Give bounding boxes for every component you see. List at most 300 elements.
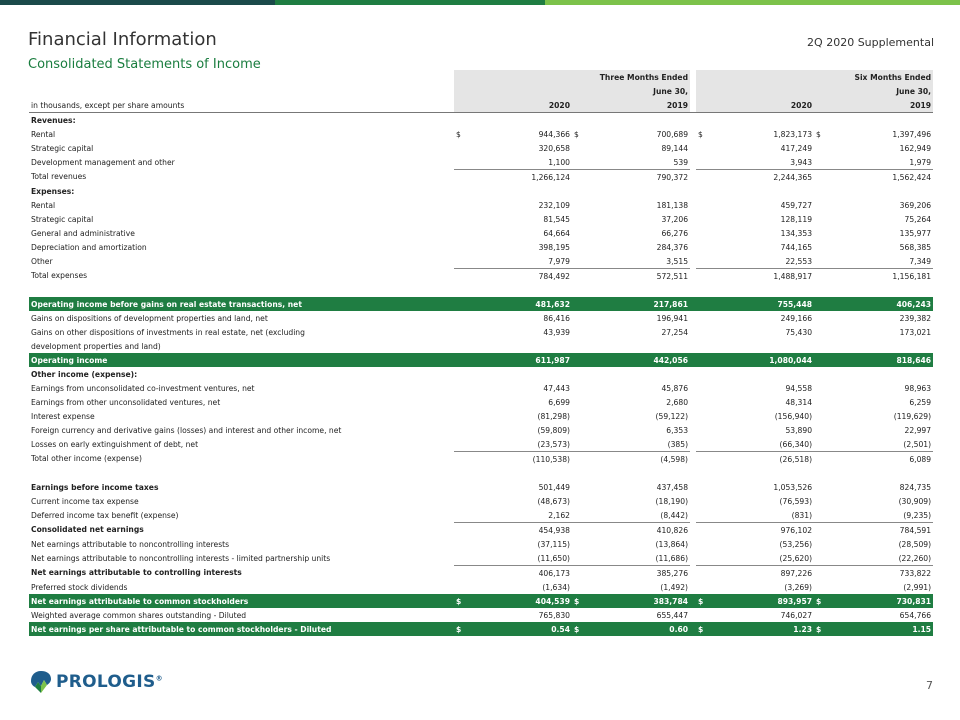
currency-symbol (454, 240, 472, 254)
currency-symbol (572, 566, 590, 581)
table-cell-value: 784,591 (832, 523, 933, 538)
row-label: Development management and other (31, 157, 175, 167)
currency-symbol (454, 381, 472, 395)
table-cell-value: 239,382 (899, 313, 932, 323)
table-cell-value: 6,699 (548, 397, 570, 407)
currency-symbol (696, 437, 714, 452)
table-cell-value: 22,553 (785, 256, 813, 266)
table-cell-value: 173,021 (899, 327, 932, 337)
table-cell-value: (385) (667, 439, 689, 449)
currency-symbol (696, 170, 714, 185)
currency-symbol (572, 466, 590, 480)
currency-symbol (814, 141, 832, 155)
year-header: 2019 (590, 98, 690, 113)
currency-symbol (814, 466, 832, 480)
currency-symbol (814, 395, 832, 409)
currency-symbol (454, 480, 472, 494)
table-cell-value: 611,987 (472, 353, 572, 367)
table-row (29, 395, 933, 409)
currency-symbol (454, 226, 472, 240)
bar-segment-dark (0, 0, 275, 5)
currency-symbol (696, 269, 714, 284)
table-cell-value: 66,276 (661, 228, 689, 238)
table-cell-value: (4,598) (590, 452, 690, 467)
table-cell-value: 64,664 (543, 228, 570, 238)
currency-symbol (696, 381, 714, 395)
currency-symbol (572, 381, 590, 395)
currency-symbol (814, 452, 832, 467)
group-subheader-three-months: June 30, (454, 84, 690, 98)
row-label: Operating income (29, 353, 454, 367)
currency-symbol (814, 184, 832, 198)
table-cell-value: 89,144 (661, 143, 689, 153)
table-cell-value: (59,122) (655, 411, 689, 421)
table-cell-value: (25,620) (779, 553, 813, 563)
row-label: Other (31, 256, 53, 266)
currency-symbol (454, 297, 472, 311)
table-row (29, 381, 933, 395)
table-cell-value (832, 339, 933, 353)
currency-symbol (572, 437, 590, 452)
row-label: Strategic capital (31, 214, 94, 224)
header-row-years (29, 98, 933, 113)
currency-symbol (454, 212, 472, 226)
currency-symbol (696, 508, 714, 523)
table-cell-value: 217,861 (590, 297, 690, 311)
table-cell-value: (11,650) (537, 553, 570, 563)
table-cell-value: 1.23 (714, 622, 814, 636)
table-cell-value (590, 339, 690, 353)
currency-symbol (814, 297, 832, 311)
row-label: Depreciation and amortization (31, 242, 147, 252)
currency-symbol (814, 367, 832, 381)
currency-symbol (572, 480, 590, 494)
row-label: Operating income before gains on real estate transactions, net (29, 297, 454, 311)
table-cell-value: 3,943 (790, 157, 813, 167)
currency-symbol (572, 113, 590, 128)
table-cell-value: 1,156,181 (832, 269, 933, 284)
group-header-six-months: Six Months Ended (696, 70, 933, 84)
table-row (29, 466, 933, 480)
table-cell-value: 385,276 (590, 566, 690, 581)
currency-symbol (454, 325, 472, 339)
table-cell-value: (28,509) (898, 539, 932, 549)
table-cell-value: 3,515 (666, 256, 689, 266)
currency-symbol (814, 311, 832, 325)
table-row (29, 566, 933, 581)
currency-symbol (814, 494, 832, 508)
prologis-logo (30, 670, 163, 694)
table-cell-value: 135,977 (899, 228, 932, 238)
currency-symbol (814, 353, 832, 367)
table-cell-value: 655,447 (656, 610, 689, 620)
currency-symbol: $ (454, 622, 472, 636)
table-row (29, 523, 933, 538)
row-label: Gains on dispositions of development properties and land, net (31, 313, 268, 323)
table-cell-value: 369,206 (899, 200, 932, 210)
table-cell-value: (30,909) (898, 496, 932, 506)
table-cell-value: (156,940) (774, 411, 813, 421)
table-cell-value: 818,646 (832, 353, 933, 367)
table-cell-value: 784,492 (472, 269, 572, 284)
table-cell-value (472, 339, 572, 353)
table-cell-value: (2,991) (903, 582, 932, 592)
table-cell-value (832, 184, 933, 198)
table-cell-value: 501,449 (538, 482, 570, 492)
year-header: 2019 (832, 98, 933, 113)
row-label: Preferred stock dividends (31, 582, 128, 592)
row-label: development properties and land) (31, 341, 161, 351)
table-cell-value: 730,831 (832, 594, 933, 608)
table-cell-value: (1,634) (542, 582, 570, 592)
table-cell-value: 755,448 (714, 297, 814, 311)
currency-symbol (696, 184, 714, 198)
currency-symbol (454, 184, 472, 198)
currency-symbol (572, 240, 590, 254)
currency-symbol (454, 437, 472, 452)
currency-symbol (572, 254, 590, 269)
currency-symbol: $ (454, 594, 472, 608)
currency-symbol (454, 367, 472, 381)
table-cell-value: 7,349 (909, 256, 932, 266)
currency-symbol (696, 452, 714, 467)
currency-symbol (454, 508, 472, 523)
row-label: Weighted average common shares outstanding - Diluted (31, 610, 247, 620)
row-label: Foreign currency and derivative gains (losses) and interest and other income, net (31, 425, 342, 435)
row-label: Deferred income tax benefit (expense) (31, 510, 179, 520)
table-cell-value: 37,206 (661, 214, 689, 224)
row-label: Rental (31, 129, 56, 139)
row-label: Expenses: (31, 186, 75, 196)
currency-symbol (572, 155, 590, 170)
currency-symbol (572, 452, 590, 467)
table-cell-value (590, 184, 690, 198)
top-color-bar (0, 0, 960, 5)
currency-symbol (454, 537, 472, 551)
currency-symbol (454, 283, 472, 297)
currency-symbol (696, 551, 714, 566)
table-row (29, 508, 933, 523)
table-cell-value (472, 466, 572, 480)
row-label: Total expenses (31, 271, 88, 281)
table-cell-value (472, 367, 572, 381)
table-cell-value: 181,138 (656, 200, 689, 210)
table-cell-value: 790,372 (590, 170, 690, 185)
currency-symbol: $ (696, 622, 714, 636)
currency-symbol (814, 240, 832, 254)
currency-symbol (696, 566, 714, 581)
currency-symbol (572, 184, 590, 198)
table-row (29, 325, 933, 339)
currency-symbol (572, 283, 590, 297)
table-cell-value: 568,385 (899, 242, 932, 252)
table-cell-value: 454,938 (472, 523, 572, 538)
table-row (29, 353, 933, 367)
table-cell-value: 48,314 (785, 397, 813, 407)
table-cell-value: 1,397,496 (892, 129, 932, 139)
table-cell-value (472, 113, 572, 128)
logo-wordmark: PROLOGIS® (56, 672, 163, 692)
table-cell-value: 284,376 (656, 242, 689, 252)
table-row (29, 113, 933, 128)
table-cell-value: 0.54 (472, 622, 572, 636)
table-cell-value: 2,162 (548, 510, 570, 520)
currency-symbol (696, 141, 714, 155)
table-row (29, 283, 933, 297)
table-cell-value: 442,056 (590, 353, 690, 367)
table-cell-value: 1,053,526 (773, 482, 813, 492)
table-row (29, 254, 933, 269)
table-cell-value: (2,501) (903, 439, 932, 449)
page-title: Financial Information (28, 29, 217, 50)
table-cell-value: 128,119 (780, 214, 813, 224)
table-cell-value: 1,266,124 (472, 170, 572, 185)
table-row (29, 198, 933, 212)
row-label: Rental (31, 200, 56, 210)
currency-symbol (454, 423, 472, 437)
table-cell-value: (48,673) (537, 496, 570, 506)
table-cell-value: 45,876 (661, 383, 689, 393)
currency-symbol (572, 325, 590, 339)
table-cell-value (590, 113, 690, 128)
currency-symbol (572, 580, 590, 594)
currency-symbol: $ (572, 622, 590, 636)
currency-symbol (572, 212, 590, 226)
row-label: Other income (expense): (31, 369, 138, 379)
currency-symbol: $ (574, 129, 579, 139)
row-label: Total other income (expense) (31, 454, 142, 464)
table-row (29, 155, 933, 170)
table-cell-value: 824,735 (899, 482, 932, 492)
currency-symbol (696, 240, 714, 254)
table-cell-value: 27,254 (661, 327, 689, 337)
table-cell-value: 53,890 (785, 425, 813, 435)
table-row (29, 409, 933, 423)
row-label: Current income tax expense (31, 496, 139, 506)
table-cell-value: 481,632 (472, 297, 572, 311)
row-label: General and administrative (31, 228, 135, 238)
currency-symbol (696, 339, 714, 353)
table-row (29, 580, 933, 594)
table-cell-value: 196,941 (656, 313, 689, 323)
currency-symbol (572, 198, 590, 212)
table-row (29, 240, 933, 254)
table-cell-value: (23,573) (537, 439, 570, 449)
table-row (29, 437, 933, 452)
table-row (29, 537, 933, 551)
table-cell-value: (1,492) (660, 582, 689, 592)
currency-symbol (696, 325, 714, 339)
currency-symbol (696, 423, 714, 437)
row-label: Strategic capital (31, 143, 94, 153)
table-cell-value: 746,027 (780, 610, 813, 620)
currency-symbol (572, 608, 590, 622)
table-cell-value: (59,809) (537, 425, 570, 435)
supplemental-label: 2Q 2020 Supplemental (807, 36, 934, 49)
currency-symbol (814, 226, 832, 240)
prologis-mark-icon (30, 670, 52, 694)
currency-symbol (572, 269, 590, 284)
table-cell-value: 43,939 (543, 327, 570, 337)
table-cell-value: 897,226 (714, 566, 814, 581)
row-label: Net earnings attributable to common stockholders (29, 594, 454, 608)
table-cell-value: 6,353 (666, 425, 689, 435)
currency-symbol (572, 141, 590, 155)
group-subheader-six-months: June 30, (696, 84, 933, 98)
table-cell-value (714, 466, 814, 480)
currency-symbol (572, 339, 590, 353)
table-cell-value: 22,997 (904, 425, 932, 435)
currency-symbol (454, 155, 472, 170)
currency-symbol (454, 353, 472, 367)
table-cell-value: 81,545 (543, 214, 570, 224)
table-cell-value: 75,430 (785, 327, 813, 337)
currency-symbol (696, 155, 714, 170)
table-row (29, 339, 933, 353)
table-cell-value: 944,366 (538, 129, 570, 139)
table-cell-value (472, 184, 572, 198)
row-label: Net earnings attributable to noncontrolling interests - limited partnership units (31, 553, 331, 563)
currency-symbol (814, 423, 832, 437)
table-cell-value: 2,680 (666, 397, 689, 407)
currency-symbol (814, 325, 832, 339)
row-label: Losses on early extinguishment of debt, net (31, 439, 199, 449)
currency-symbol (814, 580, 832, 594)
table-cell-value (832, 113, 933, 128)
currency-symbol: $ (814, 622, 832, 636)
bar-segment-light-green (545, 0, 960, 5)
currency-symbol (814, 437, 832, 452)
table-row (29, 212, 933, 226)
table-row (29, 269, 933, 284)
header-row-subgroups (29, 84, 933, 98)
currency-symbol (572, 353, 590, 367)
currency-symbol (454, 452, 472, 467)
row-label (29, 283, 454, 297)
page-subtitle: Consolidated Statements of Income (28, 57, 261, 72)
currency-symbol (572, 170, 590, 185)
table-cell-value: (53,256) (779, 539, 813, 549)
table-cell-value: 1,488,917 (714, 269, 814, 284)
table-cell-value: 404,539 (472, 594, 572, 608)
table-cell-value: 539 (673, 157, 689, 167)
currency-symbol (572, 523, 590, 538)
currency-symbol (696, 311, 714, 325)
currency-symbol (814, 339, 832, 353)
table-row (29, 423, 933, 437)
currency-symbol (454, 551, 472, 566)
table-cell-value: (37,115) (537, 539, 570, 549)
currency-symbol (696, 297, 714, 311)
table-cell-value (472, 283, 572, 297)
table-cell-value: (119,629) (893, 411, 932, 421)
currency-symbol (454, 494, 472, 508)
currency-symbol (454, 311, 472, 325)
currency-symbol (814, 269, 832, 284)
currency-symbol (572, 423, 590, 437)
table-row (29, 226, 933, 240)
table-cell-value: (110,538) (472, 452, 572, 467)
table-cell-value: (9,235) (903, 510, 932, 520)
table-cell-value: 0.60 (590, 622, 690, 636)
year-header: 2020 (472, 98, 572, 113)
table-cell-value (714, 283, 814, 297)
table-cell-value (832, 283, 933, 297)
currency-symbol (454, 339, 472, 353)
currency-symbol (454, 269, 472, 284)
row-label: Net earnings per share attributable to common stockholders - Diluted (29, 622, 454, 636)
table-row (29, 494, 933, 508)
table-cell-value: (22,260) (898, 553, 932, 563)
table-cell-value: (3,269) (784, 582, 813, 592)
table-row (29, 170, 933, 185)
table-row (29, 184, 933, 198)
currency-symbol (572, 494, 590, 508)
currency-symbol (572, 409, 590, 423)
table-cell-value: (13,864) (655, 539, 689, 549)
currency-symbol (572, 395, 590, 409)
row-label: Earnings from unconsolidated co-investment ventures, net (31, 383, 255, 393)
table-cell-value: (76,593) (779, 496, 813, 506)
currency-symbol (814, 198, 832, 212)
table-cell-value: 162,949 (899, 143, 932, 153)
table-row (29, 594, 933, 608)
currency-symbol (814, 523, 832, 538)
table-cell-value: 410,826 (590, 523, 690, 538)
currency-symbol (454, 409, 472, 423)
currency-symbol (696, 580, 714, 594)
currency-symbol (696, 523, 714, 538)
table-cell-value: 75,264 (904, 214, 932, 224)
income-statement-table (29, 70, 933, 636)
table-cell-value: 320,658 (538, 143, 570, 153)
row-label: Gains on other dispositions of investments in real estate, net (excluding (31, 327, 305, 337)
table-cell-value: 744,165 (780, 242, 813, 252)
table-cell-value: 406,173 (472, 566, 572, 581)
table-cell-value: 700,689 (656, 129, 689, 139)
currency-symbol (454, 466, 472, 480)
row-label (29, 466, 454, 480)
currency-symbol (814, 551, 832, 566)
currency-symbol: $ (572, 594, 590, 608)
year-header: 2020 (714, 98, 814, 113)
currency-symbol (696, 353, 714, 367)
currency-symbol (454, 170, 472, 185)
table-cell-value: (831) (791, 510, 813, 520)
currency-symbol (572, 537, 590, 551)
currency-symbol (454, 198, 472, 212)
currency-symbol (814, 537, 832, 551)
currency-symbol (696, 480, 714, 494)
table-cell-value: 1.15 (832, 622, 933, 636)
currency-symbol (814, 155, 832, 170)
currency-symbol (454, 523, 472, 538)
table-cell-value: 733,822 (832, 566, 933, 581)
table-cell-value (590, 283, 690, 297)
table-row (29, 480, 933, 494)
currency-symbol (696, 395, 714, 409)
table-cell-value: 1,823,173 (773, 129, 813, 139)
table-cell-value (590, 466, 690, 480)
table-cell-value: 1,562,424 (832, 170, 933, 185)
table-cell-value: 398,195 (538, 242, 570, 252)
currency-symbol (454, 395, 472, 409)
row-label: Total revenues (31, 172, 87, 182)
currency-symbol (696, 494, 714, 508)
currency-symbol: $ (698, 129, 703, 139)
currency-symbol (572, 311, 590, 325)
table-cell-value: 437,458 (656, 482, 689, 492)
